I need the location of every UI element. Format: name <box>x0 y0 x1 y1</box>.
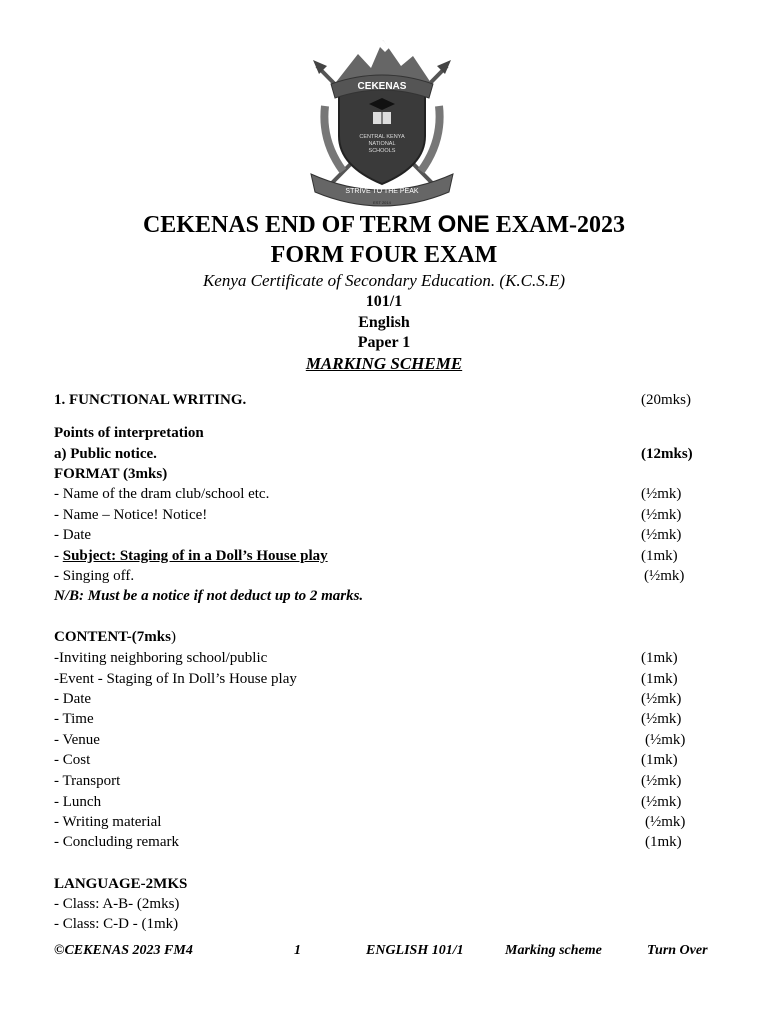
format-item-prefix: - <box>54 548 63 564</box>
format-item: - Name of the dram club/school etc. <box>54 486 270 502</box>
content-item-marks: (½mk) <box>641 711 682 727</box>
footer-code: ENGLISH 101/1 <box>366 943 464 958</box>
content-heading-tail: ) <box>170 629 176 645</box>
marking-scheme-heading: MARKING SCHEME <box>305 354 463 373</box>
content-heading <box>54 628 176 646</box>
subject-name: English <box>358 314 410 331</box>
content-item-marks: (1mk) <box>641 752 678 768</box>
content-item: - Lunch <box>54 794 102 810</box>
title-part-2: EXAM-2023 <box>489 212 626 238</box>
content-item: -Event - Staging of In Doll’s House play <box>54 671 297 687</box>
public-notice-marks: (12mks) <box>641 446 693 462</box>
language-heading: LANGUAGE-2MKS <box>54 876 188 892</box>
format-item-marks: (½mk) <box>644 568 685 584</box>
content-item-marks: (1mk) <box>645 834 682 850</box>
content-item-marks: (1mk) <box>641 671 678 687</box>
format-item-marks: (½mk) <box>641 486 682 502</box>
paper-number: Paper 1 <box>357 334 411 351</box>
content-item: - Transport <box>54 773 121 789</box>
content-item-marks: (½mk) <box>645 732 686 748</box>
content-item: - Writing material <box>54 814 162 830</box>
footer-page-number: 1 <box>294 943 301 958</box>
kcse-line: Kenya Certificate of Secondary Education. (K.C.S.E) <box>202 271 566 290</box>
format-subject: Subject: Staging of in a Doll’s House play <box>62 548 328 564</box>
footer-turn-over: Turn Over <box>647 943 708 958</box>
cekenas-logo <box>303 36 461 208</box>
language-item: - Class: A-B- (2mks) <box>54 896 180 912</box>
public-notice-heading: a) Public notice. <box>54 446 157 462</box>
format-item: - Singing off. <box>54 568 135 584</box>
logo-shield-line-3: SCHOOLS <box>368 148 396 154</box>
content-item-marks: (½mk) <box>641 773 682 789</box>
logo-shield-line-1: CENTRAL KENYA <box>359 134 405 140</box>
logo-banner-text: CEKENAS <box>357 81 407 92</box>
content-item-marks: (½mk) <box>645 814 686 830</box>
content-item: -Inviting neighboring school/public <box>54 650 268 666</box>
nb-note: N/B: Must be a notice if not deduct up to 2 marks. <box>54 588 364 604</box>
title-one: ONE <box>437 211 490 238</box>
points-heading: Points of interpretation <box>54 425 204 441</box>
title-part-1: CEKENAS END OF TERM <box>142 212 438 238</box>
content-item: - Venue <box>54 732 100 748</box>
format-item-marks: (½mk) <box>641 527 682 543</box>
section-marks: (20mks) <box>641 392 691 408</box>
footer-label: Marking scheme <box>505 943 602 958</box>
footer-copyright: ©CEKENAS 2023 FM4 <box>54 943 193 958</box>
content-item-marks: (½mk) <box>641 691 682 707</box>
content-item: - Time <box>54 711 94 727</box>
exam-title <box>0 211 768 239</box>
format-item <box>54 547 328 565</box>
section-heading: 1. FUNCTIONAL WRITING. <box>54 392 247 408</box>
logo-motto: STRIVE TO THE PEAK <box>345 188 419 195</box>
format-item-marks: (½mk) <box>641 507 682 523</box>
content-item: - Cost <box>54 752 91 768</box>
format-item: - Name – Notice! Notice! <box>54 507 208 523</box>
logo-shield-line-2: NATIONAL <box>368 141 396 147</box>
content-item-marks: (1mk) <box>641 650 678 666</box>
content-heading-bold: CONTENT-(7mks <box>54 629 171 645</box>
content-item: - Date <box>54 691 92 707</box>
exam-subtitle: FORM FOUR EXAM <box>270 242 498 268</box>
format-item: - Date <box>54 527 92 543</box>
paper-code: 101/1 <box>365 293 403 310</box>
logo-est: EST 2014 <box>373 200 391 205</box>
content-item: - Concluding remark <box>54 834 179 850</box>
language-item: - Class: C-D - (1mk) <box>54 916 179 932</box>
content-item-marks: (½mk) <box>641 794 682 810</box>
format-item-marks: (1mk) <box>641 548 678 564</box>
format-heading: FORMAT (3mks) <box>54 466 168 482</box>
